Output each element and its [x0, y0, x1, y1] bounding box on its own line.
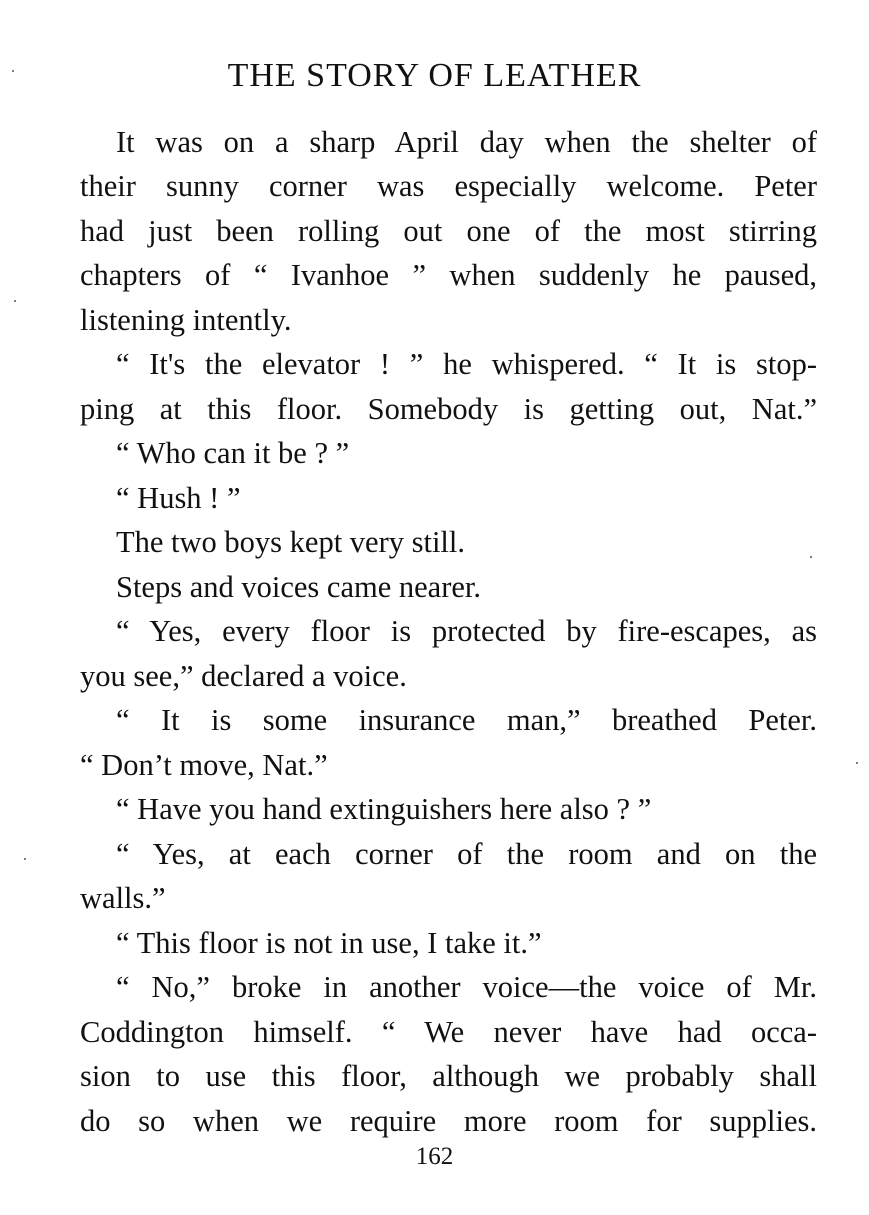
text-line-22: sion to use this floor, although we probably shall: [80, 1059, 817, 1093]
text-line-19: “ This floor is not in use, I take it.”: [116, 926, 542, 960]
text-line-14: “ It is some insurance man,” breathed Peter.: [116, 703, 817, 737]
text-line-12: “ Yes, every floor is protected by fire-escapes, as: [116, 614, 817, 648]
text-line-6: “ It's the elevator ! ” he whispered. “ It is stop-: [116, 347, 817, 381]
text-line-17: “ Yes, at each corner of the room and on the: [116, 837, 817, 871]
scan-speck: [856, 762, 858, 764]
text-line-8: “ Who can it be ? ”: [116, 436, 350, 470]
text-line-21: Coddington himself. “ We never have had occa-: [80, 1015, 817, 1049]
text-line-15: “ Don’t move, Nat.”: [80, 748, 328, 782]
text-line-3: had just been rolling out one of the most stirring: [80, 214, 817, 248]
text-line-16: “ Have you hand extinguishers here also ? ”: [116, 792, 652, 826]
text-line-5: listening intently.: [80, 303, 292, 337]
text-line-2: their sunny corner was especially welcome. Peter: [80, 169, 817, 203]
text-line-1: It was on a sharp April day when the shelter of: [116, 125, 817, 159]
text-line-23: do so when we require more room for supplies.: [80, 1104, 817, 1138]
text-line-11: Steps and voices came nearer.: [116, 570, 482, 604]
text-line-13: you see,” declared a voice.: [80, 659, 407, 693]
text-line-10: The two boys kept very still.: [116, 525, 466, 559]
text-line-7: ping at this floor. Somebody is getting out, Nat.”: [80, 392, 817, 426]
text-line-9: “ Hush ! ”: [116, 481, 241, 515]
scan-speck: [14, 300, 16, 302]
scan-speck: [810, 556, 812, 558]
scan-speck: [12, 70, 14, 72]
text-line-4: chapters of “ Ivanhoe ” when suddenly he paused,: [80, 258, 817, 292]
scan-speck: [24, 858, 26, 860]
page-number: 162: [415, 1143, 454, 1170]
text-line-20: “ No,” broke in another voice—the voice of Mr.: [116, 970, 817, 1004]
text-line-18: walls.”: [80, 881, 166, 915]
running-head: THE STORY OF LEATHER: [227, 57, 642, 94]
